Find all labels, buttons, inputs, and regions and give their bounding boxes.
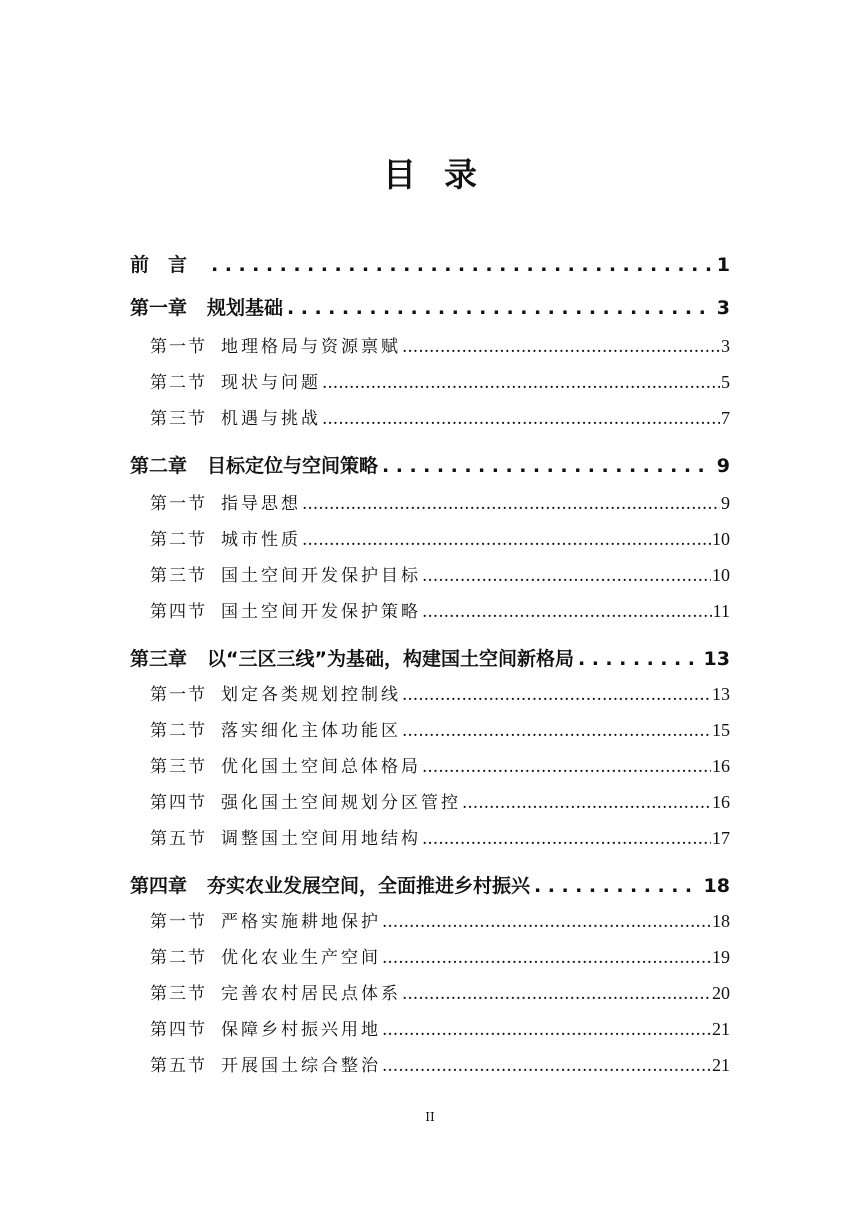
chapter-title: 以“三区三线”为基础，构建国土空间新格局 <box>207 648 574 670</box>
toc-entry-label <box>130 451 378 478</box>
toc-page-number: 10 <box>712 529 730 549</box>
toc-entry-label <box>130 871 530 898</box>
section-title: 落实细化主体功能区 <box>221 721 401 741</box>
dot-leader <box>462 793 711 813</box>
toc-section-entry[interactable] <box>150 752 730 777</box>
toc-page-number: 21 <box>712 1019 730 1039</box>
toc-page-number: 20 <box>712 983 730 1003</box>
toc-entry-label <box>150 943 381 968</box>
dot-leader <box>211 254 713 276</box>
toc-entry-label <box>150 788 461 813</box>
toc-section-entry[interactable] <box>150 979 730 1004</box>
dot-leader <box>402 337 720 357</box>
toc-entry-label <box>130 644 574 671</box>
chapter-number: 前 言 <box>130 254 188 276</box>
section-title: 优化农业生产空间 <box>221 948 381 968</box>
dot-leader <box>382 948 711 968</box>
toc-section-entry[interactable] <box>150 368 730 393</box>
toc-page-number: 13 <box>712 684 730 704</box>
toc-entry-label <box>150 1015 381 1040</box>
section-title: 调整国土空间用地结构 <box>221 829 421 849</box>
page-title: 目录 <box>383 155 505 194</box>
section-number: 第五节 <box>150 1056 207 1076</box>
toc-chapter-entry[interactable] <box>130 293 730 320</box>
toc-page-number: 16 <box>712 756 730 776</box>
toc-chapter-entry[interactable] <box>130 871 730 898</box>
chapter-number: 第三章 <box>130 648 188 670</box>
toc-page-number: 3 <box>721 336 730 356</box>
section-title: 严格实施耕地保护 <box>221 912 381 932</box>
toc-page-number: 7 <box>721 408 730 428</box>
chapter-number: 第二章 <box>130 455 188 477</box>
toc-section-entry[interactable] <box>150 716 730 741</box>
page-number-footer: II <box>425 1110 435 1124</box>
chapter-title: 规划基础 <box>207 297 284 319</box>
toc-entry-label <box>150 716 401 741</box>
toc-section-entry[interactable] <box>150 680 730 705</box>
dot-leader <box>287 297 713 319</box>
section-number: 第二节 <box>150 373 207 393</box>
dot-leader <box>322 409 720 429</box>
dot-leader <box>382 912 711 932</box>
toc-page-number: 18 <box>712 911 730 931</box>
toc-entry-label <box>150 489 301 514</box>
section-title: 国土空间开发保护策略 <box>221 602 421 622</box>
section-number: 第二节 <box>150 721 207 741</box>
section-title: 强化国土空间规划分区管控 <box>221 793 461 813</box>
toc-page-number: 21 <box>712 1055 730 1075</box>
toc-section-entry[interactable] <box>150 907 730 932</box>
toc-page-number: 9 <box>716 455 730 477</box>
section-number: 第三节 <box>150 409 207 429</box>
toc-entry-label <box>150 907 381 932</box>
chapter-number: 第四章 <box>130 875 188 897</box>
dot-leader <box>578 648 700 670</box>
toc-page-number: 5 <box>721 372 730 392</box>
chapter-title: 夯实农业发展空间，全面推进乡村振兴 <box>207 875 531 897</box>
toc-page-number: 13 <box>703 648 730 670</box>
toc-entry-label <box>150 680 401 705</box>
chapter-number: 第一章 <box>130 297 188 319</box>
dot-leader <box>402 721 711 741</box>
dot-leader <box>302 494 720 514</box>
toc-entry-label <box>150 404 321 429</box>
toc-page-number: 19 <box>712 947 730 967</box>
toc-section-entry[interactable] <box>150 943 730 968</box>
dot-leader <box>422 566 711 586</box>
toc-section-entry[interactable] <box>150 525 730 550</box>
section-number: 第四节 <box>150 793 207 813</box>
toc-entry-label <box>150 979 401 1004</box>
toc-chapter-entry[interactable] <box>130 644 730 671</box>
toc-page-number: 10 <box>712 565 730 585</box>
section-number: 第二节 <box>150 948 207 968</box>
toc-entry-label <box>150 1051 381 1076</box>
section-number: 第三节 <box>150 757 207 777</box>
toc-page-number: 11 <box>712 601 730 621</box>
toc-section-entry[interactable] <box>150 489 730 514</box>
section-number: 第一节 <box>150 685 207 705</box>
section-number: 第五节 <box>150 829 207 849</box>
toc-page-number: 15 <box>712 720 730 740</box>
dot-leader <box>382 455 713 477</box>
dot-leader <box>302 530 711 550</box>
dot-leader <box>422 757 711 777</box>
toc-entry-label <box>130 250 207 277</box>
toc-section-entry[interactable] <box>150 1015 730 1040</box>
toc-entry-label <box>150 561 421 586</box>
section-number: 第四节 <box>150 602 207 622</box>
dot-leader <box>534 875 700 897</box>
toc-section-entry[interactable] <box>150 597 730 622</box>
dot-leader <box>382 1056 711 1076</box>
toc-page-number: 3 <box>716 297 730 319</box>
section-number: 第三节 <box>150 984 207 1004</box>
section-number: 第四节 <box>150 1020 207 1040</box>
toc-page-number: 1 <box>716 254 730 276</box>
toc-entry-label <box>150 824 421 849</box>
section-number: 第二节 <box>150 530 207 550</box>
section-title: 机遇与挑战 <box>221 409 321 429</box>
toc-page-number: 9 <box>721 493 730 513</box>
toc-chapter-entry[interactable] <box>130 250 730 277</box>
toc-chapter-entry[interactable] <box>130 451 730 478</box>
toc-entry-label <box>150 597 421 622</box>
toc-entry-label <box>150 368 321 393</box>
dot-leader <box>322 373 720 393</box>
toc-entry-label <box>150 525 301 550</box>
toc-page-number: 18 <box>703 875 730 897</box>
section-title: 完善农村居民点体系 <box>221 984 401 1004</box>
dot-leader <box>422 829 711 849</box>
toc-section-entry[interactable] <box>150 332 730 357</box>
section-title: 地理格局与资源禀赋 <box>221 337 401 357</box>
dot-leader <box>382 1020 711 1040</box>
toc-entry-label <box>150 332 401 357</box>
toc-section-entry[interactable] <box>150 824 730 849</box>
section-title: 保障乡村振兴用地 <box>221 1020 381 1040</box>
toc-page-number: 17 <box>712 828 730 848</box>
section-title: 指导思想 <box>221 494 301 514</box>
toc-entry-label <box>130 293 283 320</box>
section-title: 城市性质 <box>221 530 301 550</box>
dot-leader <box>402 984 711 1004</box>
section-number: 第一节 <box>150 494 207 514</box>
dot-leader <box>402 685 711 705</box>
toc-section-entry[interactable] <box>150 561 730 586</box>
toc-section-entry[interactable] <box>150 788 730 813</box>
section-number: 第一节 <box>150 337 207 357</box>
dot-leader <box>422 602 712 622</box>
toc-page-number: 16 <box>712 792 730 812</box>
toc-section-entry[interactable] <box>150 404 730 429</box>
section-title: 划定各类规划控制线 <box>221 685 401 705</box>
section-title: 现状与问题 <box>221 373 321 393</box>
section-number: 第一节 <box>150 912 207 932</box>
section-number: 第三节 <box>150 566 207 586</box>
section-title: 国土空间开发保护目标 <box>221 566 421 586</box>
section-title: 开展国土综合整治 <box>221 1056 381 1076</box>
section-title: 优化国土空间总体格局 <box>221 757 421 777</box>
toc-section-entry[interactable] <box>150 1051 730 1076</box>
toc-entry-label <box>150 752 421 777</box>
chapter-title: 目标定位与空间策略 <box>207 455 379 477</box>
